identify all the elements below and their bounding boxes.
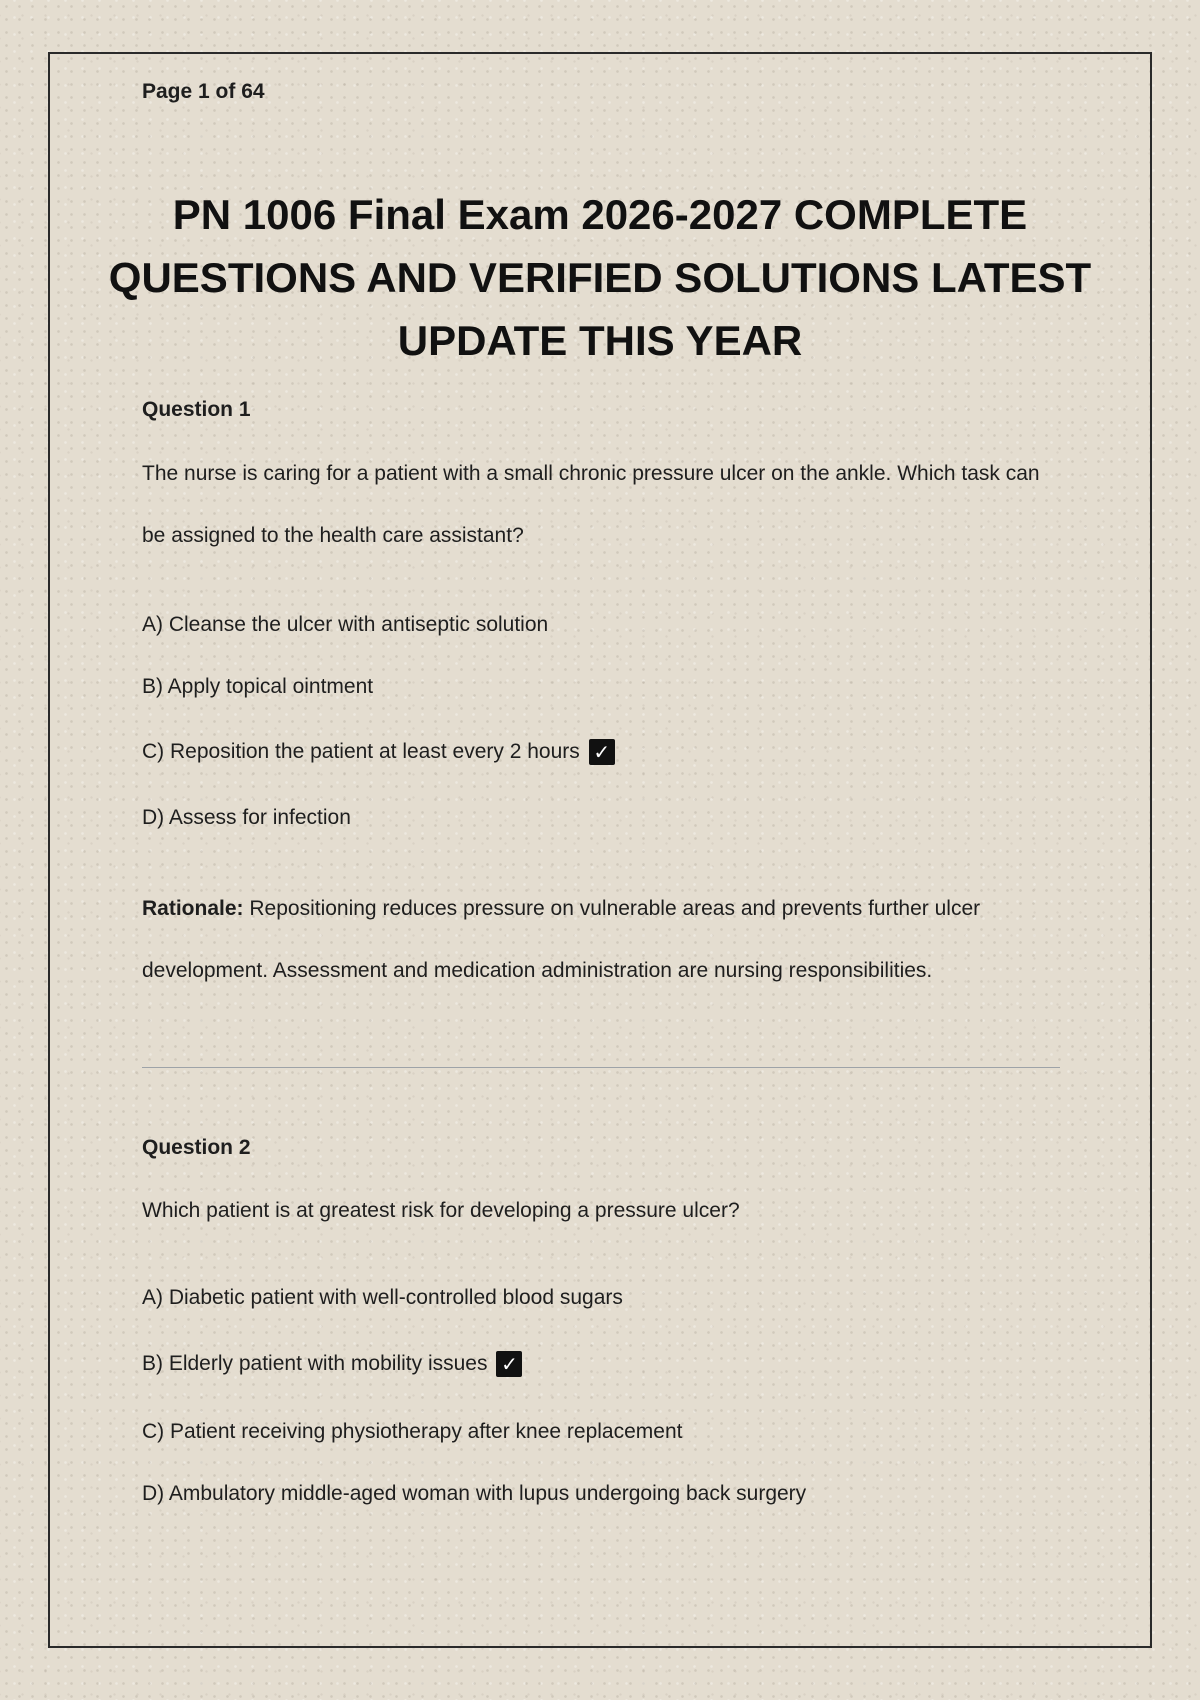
question-text: The nurse is caring for a patient with a small chronic pressure ulcer on the ankle. Which task can be assigned to the health care assistant? — [142, 462, 1040, 547]
answer-option-correct — [142, 1351, 522, 1377]
answer-option-text: D) Ambulatory middle-aged woman with lupus undergoing back surgery — [142, 1482, 807, 1505]
answer-option-correct — [142, 739, 615, 765]
page-indicator: Page 1 of 64 — [142, 80, 265, 103]
answer-option — [142, 613, 548, 637]
answer-option-text: C) Reposition the patient at least every 2 hours — [142, 740, 580, 763]
checkmark-icon: ✓ — [589, 739, 615, 765]
checkmark-icon: ✓ — [496, 1351, 522, 1377]
answer-option — [142, 1482, 806, 1506]
answer-option — [142, 806, 351, 830]
answer-option-text: A) Cleanse the ulcer with antiseptic solution — [142, 613, 549, 636]
section-divider — [142, 1067, 1060, 1068]
answer-option — [142, 1286, 623, 1310]
answer-option — [142, 1420, 682, 1444]
answer-option-text: B) Elderly patient with mobility issues — [142, 1352, 488, 1375]
question-text: Which patient is at greatest risk for developing a pressure ulcer? — [142, 1199, 740, 1222]
answer-option — [142, 675, 373, 699]
document-title: PN 1006 Final Exam 2026-2027 COMPLETE QUESTIONS AND VERIFIED SOLUTIONS LATEST UPDATE THIS YEAR — [108, 191, 1092, 364]
rationale-text: Repositioning reduces pressure on vulnerable areas and prevents further ulcer development. Assessment and medication administration are nursing responsibilities. — [142, 897, 981, 982]
question-label: Question 1 — [142, 398, 251, 421]
rationale — [142, 878, 1042, 1002]
question-label: Question 2 — [142, 1136, 251, 1159]
answer-option-text: A) Diabetic patient with well-controlled blood sugars — [142, 1286, 623, 1309]
answer-option-text: C) Patient receiving physiotherapy after knee replacement — [142, 1420, 683, 1443]
answer-option-text: D) Assess for infection — [142, 806, 351, 829]
answer-option-text: B) Apply topical ointment — [142, 675, 374, 698]
rationale-label: Rationale: — [142, 897, 244, 920]
